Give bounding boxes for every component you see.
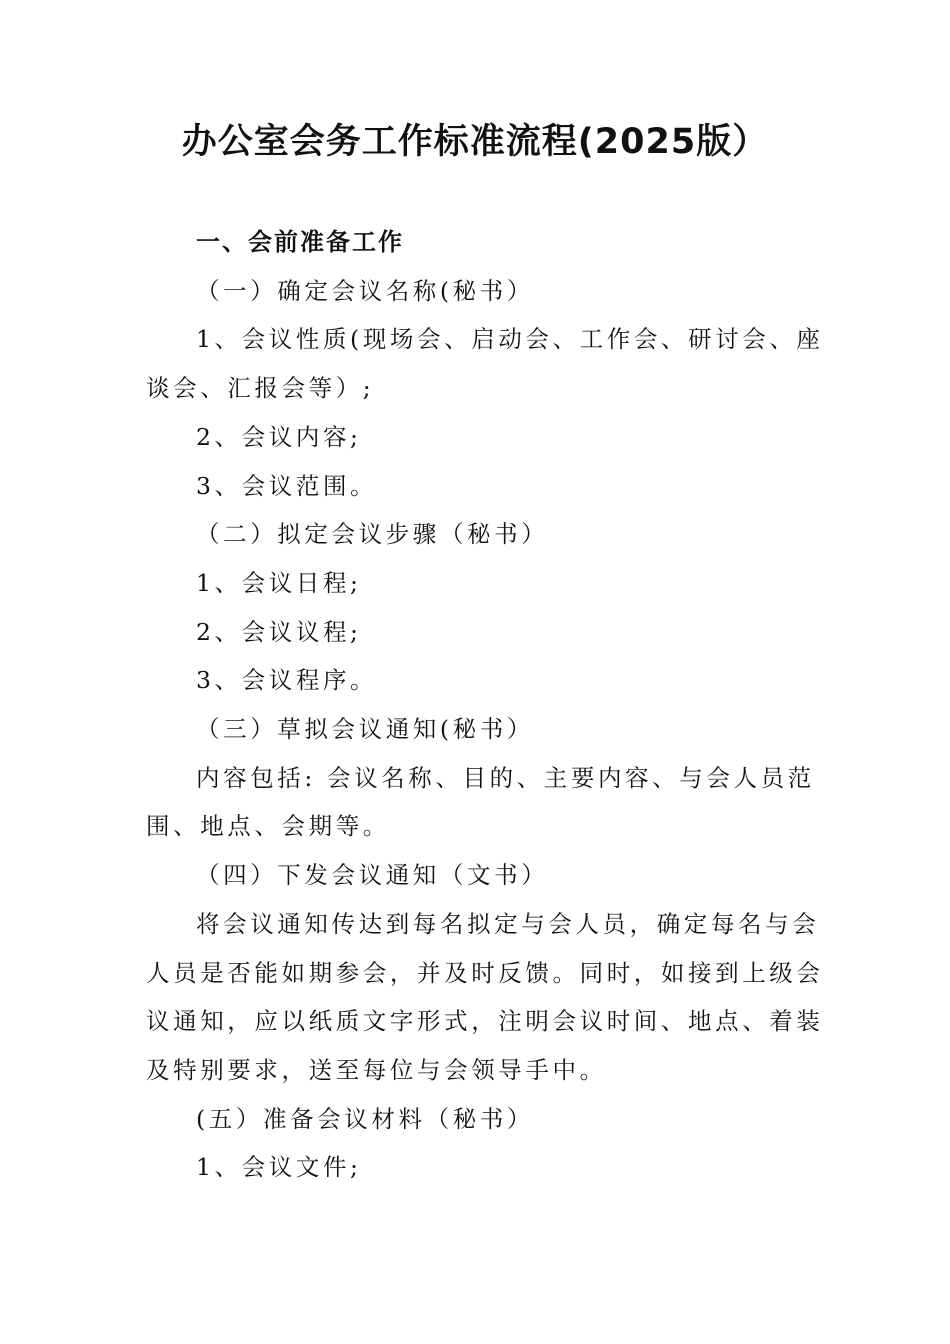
subsection-4: （四）下发会议通知（文书）: [196, 861, 549, 890]
paragraph-line: 议通知，应以纸质文字形式，注明会议时间、地点、着装: [146, 1007, 824, 1036]
list-item: 2、会议议程;: [196, 617, 362, 646]
paragraph-line: 及特别要求，送至每位与会领导手中。: [146, 1055, 607, 1084]
list-item: 3、会议程序。: [196, 666, 378, 695]
paragraph-line: 谈会、汇报会等）;: [146, 374, 375, 403]
paragraph-line: 内容包括: 会议名称、目的、主要内容、与会人员范: [196, 763, 815, 792]
subsection-1: （一）确定会议名称(秘书）: [196, 276, 534, 305]
paragraph-line: 人员是否能如期参会，并及时反馈。同时，如接到上级会: [146, 958, 824, 987]
document-body: [146, 218, 824, 1192]
subsection-3: （三）草拟会议通知(秘书）: [196, 715, 534, 744]
section-heading-1: 一、会前准备工作: [196, 228, 404, 256]
list-item: 3、会议范围。: [196, 471, 378, 500]
subsection-2: （二）拟定会议步骤（秘书）: [196, 520, 549, 549]
subsection-5: (五）准备会议材料（秘书）: [196, 1104, 534, 1133]
paragraph-line: 围、地点、会期等。: [146, 812, 390, 841]
list-item: 1、会议日程;: [196, 568, 362, 597]
list-item: 1、会议文件;: [196, 1153, 362, 1182]
paragraph-line: 1、会议性质(现场会、启动会、工作会、研讨会、座: [196, 325, 824, 354]
paragraph-line: 将会议通知传达到每名拟定与会人员，确定每名与会: [196, 909, 820, 938]
document-title: 办公室会务工作标准流程(2025版）: [181, 122, 769, 162]
list-item: 2、会议内容;: [196, 422, 362, 451]
